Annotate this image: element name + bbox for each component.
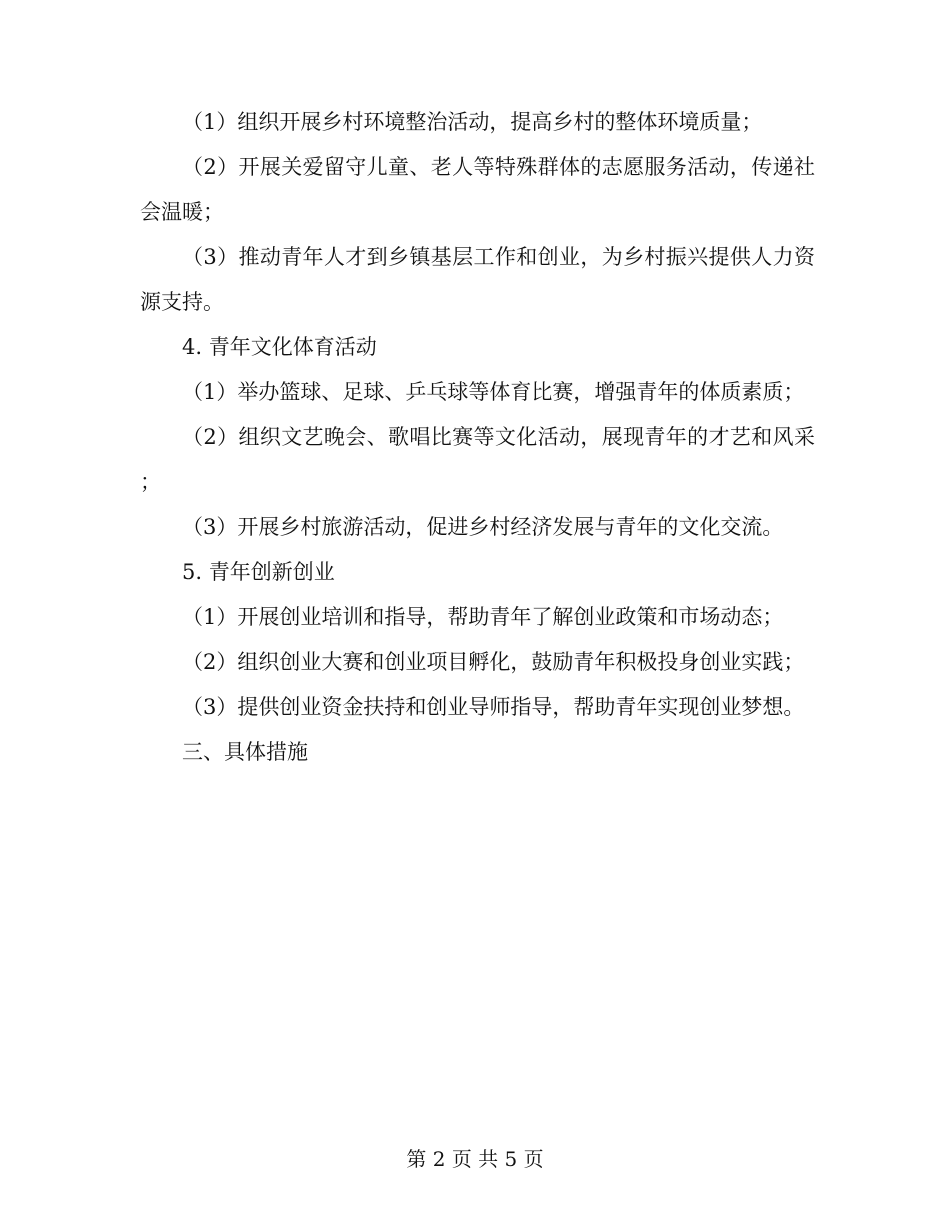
list-item: （3）提供创业资金扶持和创业导师指导，帮助青年实现创业梦想。: [182, 695, 805, 719]
section-heading: 5. 青年创新创业: [182, 560, 335, 584]
page-number-footer: 第 2 页 共 5 页: [406, 1147, 544, 1171]
list-item: （2）开展关爱留守儿童、老人等特殊群体的志愿服务活动，传递社会温暖；: [140, 155, 815, 224]
section-heading: 4. 青年文化体育活动: [182, 335, 377, 359]
section-heading: 三、具体措施: [182, 740, 308, 764]
list-item: （1）举办篮球、足球、乒乓球等体育比赛，增强青年的体质素质；: [182, 380, 805, 404]
list-item: （1）开展创业培训和指导，帮助青年了解创业政策和市场动态；: [182, 605, 784, 629]
document-body: [140, 100, 815, 775]
list-item: （1）组织开展乡村环境整治活动，提高乡村的整体环境质量；: [182, 110, 763, 134]
list-item: （3）开展乡村旅游活动，促进乡村经济发展与青年的文化交流。: [182, 515, 784, 539]
list-item: （3）推动青年人才到乡镇基层工作和创业，为乡村振兴提供人力资源支持。: [140, 245, 815, 314]
list-item: （2）组织文艺晚会、歌唱比赛等文化活动，展现青年的才艺和风采；: [140, 425, 815, 494]
list-item: （2）组织创业大赛和创业项目孵化，鼓励青年积极投身创业实践；: [182, 650, 805, 674]
